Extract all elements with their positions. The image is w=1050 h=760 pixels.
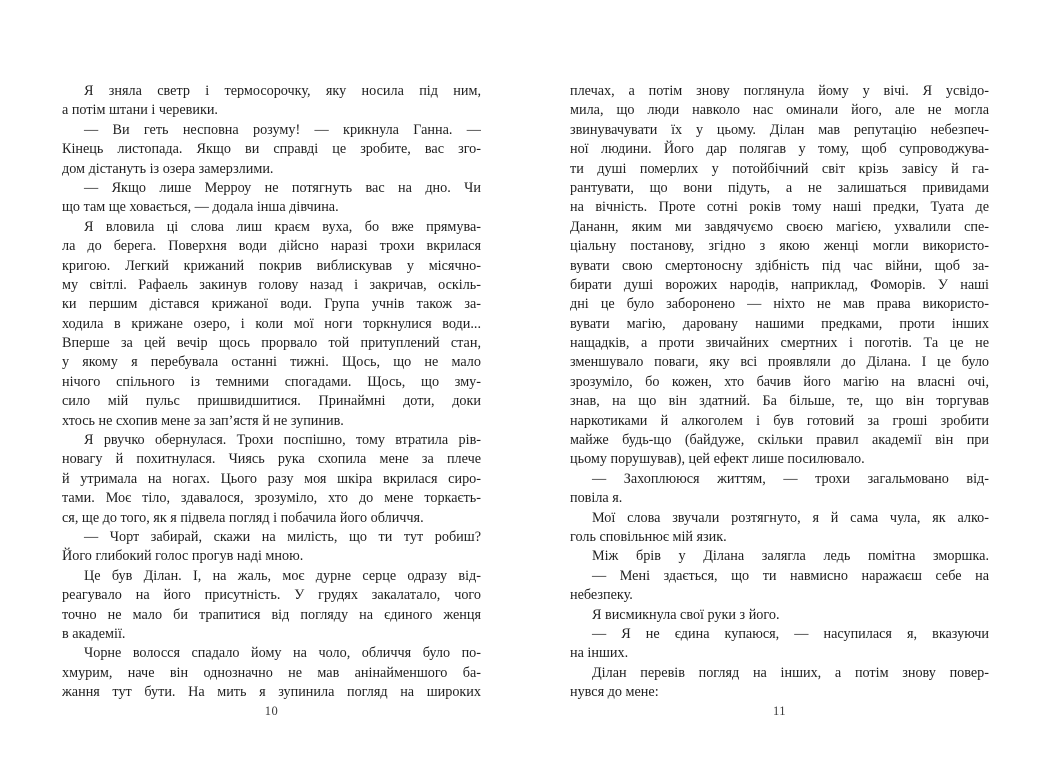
page-text <box>570 82 989 703</box>
text-line: реагувало на його присутність. У грудях закалатало, чого <box>62 587 481 604</box>
text-line: Вперше за цей вечір щось прорвало той притуплений стан, <box>62 335 481 352</box>
text-line: на вічність. Проте сотні років тому наші предки, Туата де <box>570 199 989 216</box>
text-line: цьому порушував), цей ефект лише посилювало. <box>570 451 865 468</box>
text-line: звинувачувати їх у цьому. Ділан мав репутацію небезпеч- <box>570 121 989 138</box>
text-line: му світлі. Рафаель закинув голову назад і закричав, оскіль- <box>62 276 481 293</box>
text-line: Я зняла светр і термосорочку, яку носила під ним, <box>84 83 481 99</box>
text-line: ти душі померлих у потойбічний світ крізь завісу й га- <box>570 160 989 177</box>
text-line: майже будь-що (байдуже, скільки правил академії він при <box>570 432 989 449</box>
text-line: наркотиками й алкоголем і був готовий за гроші зробити <box>570 412 989 429</box>
text-line: дні це було заборонено — ніхто не мав права використо- <box>570 296 989 313</box>
text-line: Я вловила ці слова лиш краєм вуха, бо вже прямува- <box>84 218 481 235</box>
text-line: Я рвучко обернулася. Трохи поспішно, тому втратила рів- <box>84 432 481 449</box>
text-line: новагу й похитнулася. Чиясь рука схопила мене за плече <box>62 451 481 468</box>
text-line: й утримала на ногах. Цього разу моя шкіра вкрилася сиро- <box>62 470 481 487</box>
text-line: ходила в крижане озеро, і коли мої ноги торкнулися води... <box>62 315 481 332</box>
page-left <box>62 82 481 703</box>
text-line: хмурим, наче він однозначно не мав анінайменшого ба- <box>62 664 481 681</box>
text-line: Ділан перевів погляд на інших, а потім знову повер- <box>592 664 989 681</box>
text-line: на інших. <box>570 645 629 662</box>
text-line: нічого спільного із темними спогадами. Щось, що зму- <box>62 373 481 390</box>
text-line: ки першим дістався крижаної води. Група учнів також за- <box>62 296 481 313</box>
text-line: що там ще ховається, — додала інша дівчина. <box>62 199 339 216</box>
text-line: рантувати, що вони підуть, а не залишаться привидами <box>570 179 989 196</box>
text-line: — Мені здається, що ти навмисно наражаєш себе на <box>592 567 989 584</box>
text-line: знав, на що він здатний. Ба більше, те, що він торгував <box>570 393 989 410</box>
text-line: — Я не єдина купаюся, — насупилася я, вказуючи <box>592 625 989 642</box>
text-line: зрозуміло, бо кожен, хто бачив його магію на власні очі, <box>570 373 989 390</box>
text-line: у якому я перебувала останні тижні. Щось, що не мало <box>62 354 481 371</box>
text-line: — Захоплююся життям, — трохи загальмовано від- <box>592 470 989 487</box>
text-line: Між брів у Ділана залягла ледь помітна зморшка. <box>592 548 989 565</box>
text-line: точно не мало би трапитися від погляду на єдиного женця <box>62 606 481 623</box>
text-line: Дананн, яким ми завдячуємо своєю магією, ухвалили спе- <box>570 218 989 235</box>
text-line: кригою. Легкий крижаний покрив виблискував у місячно- <box>62 257 481 274</box>
text-line: а потім штани і черевики. <box>62 102 218 119</box>
text-line: повіла я. <box>570 490 623 507</box>
text-line: дом дістануть із озера замерзлими. <box>62 160 274 177</box>
text-line: плечах, а потім знову поглянула йому у вічі. Я усвідо- <box>570 83 989 99</box>
page-text <box>62 82 481 703</box>
page-number-right: 11 <box>772 704 787 718</box>
text-line: нащадків, а проти звичайних смертних і поготів. Та це не <box>570 335 989 352</box>
text-line: — Ви геть несповна розуму! — крикнула Ганна. — <box>84 121 481 138</box>
text-line: мила, що люди навколо нас оминали його, але не могла <box>570 102 989 119</box>
text-line: небезпеку. <box>570 587 633 604</box>
text-line: Я висмикнула свої руки з його. <box>592 606 780 623</box>
text-line: Його глибокий голос прогув наді мною. <box>62 548 304 565</box>
text-line: хтось не схопив мене за зап’ястя й не зупинив. <box>62 412 344 429</box>
text-line: Мої слова звучали розтягнуто, я й сама чула, як алко- <box>592 509 989 526</box>
text-line: зменшувало поваги, яку всі проявляли до Ділана. І це було <box>570 354 989 371</box>
text-line: ціальну постанову, згідно з якою женці могли використо- <box>570 238 989 255</box>
page-right <box>570 82 989 703</box>
text-line: ної людини. Його дар полягав у тому, щоб супроводжува- <box>570 141 989 158</box>
text-line: сило мій пульс пришвидшитися. Принаймні доти, доки <box>62 393 481 410</box>
text-line: — Якщо лише Мерроу не потягнуть вас на дно. Чи <box>84 179 481 196</box>
text-line: Чорне волосся спадало йому на чоло, обличчя було по- <box>84 645 481 662</box>
text-line: Кінець листопада. Якщо ви справді це зробите, вас зго- <box>62 141 481 158</box>
text-line: голь сповільнює мій язик. <box>570 528 727 545</box>
page-number-left: 10 <box>264 704 279 718</box>
text-line: бирати душі ворожих народів, наприклад, Фоморів. У наші <box>570 276 989 293</box>
text-line: нувся до мене: <box>570 684 659 701</box>
text-line: вувати магію, даровану нашими предками, проти інших <box>570 315 989 332</box>
text-line: тами. Моє тіло, здавалося, зрозуміло, хто до мене торкаєть- <box>62 490 481 507</box>
text-line: ся, ще до того, як я підвела погляд і побачила його обличчя. <box>62 509 424 526</box>
text-line: вувати свою смертоносну здібність під час війни, щоб за- <box>570 257 989 274</box>
text-line: жання тут бути. На мить я зупинила погляд на широких <box>62 684 481 701</box>
text-line: Це був Ділан. І, на жаль, моє дурне серце одразу від- <box>84 567 481 584</box>
text-line: — Чорт забирай, скажи на милість, що ти тут робиш? <box>84 528 481 545</box>
text-line: ла до берега. Поверхня води дійсно наразі трохи вкрилася <box>62 238 481 255</box>
text-line: в академії. <box>62 625 126 642</box>
